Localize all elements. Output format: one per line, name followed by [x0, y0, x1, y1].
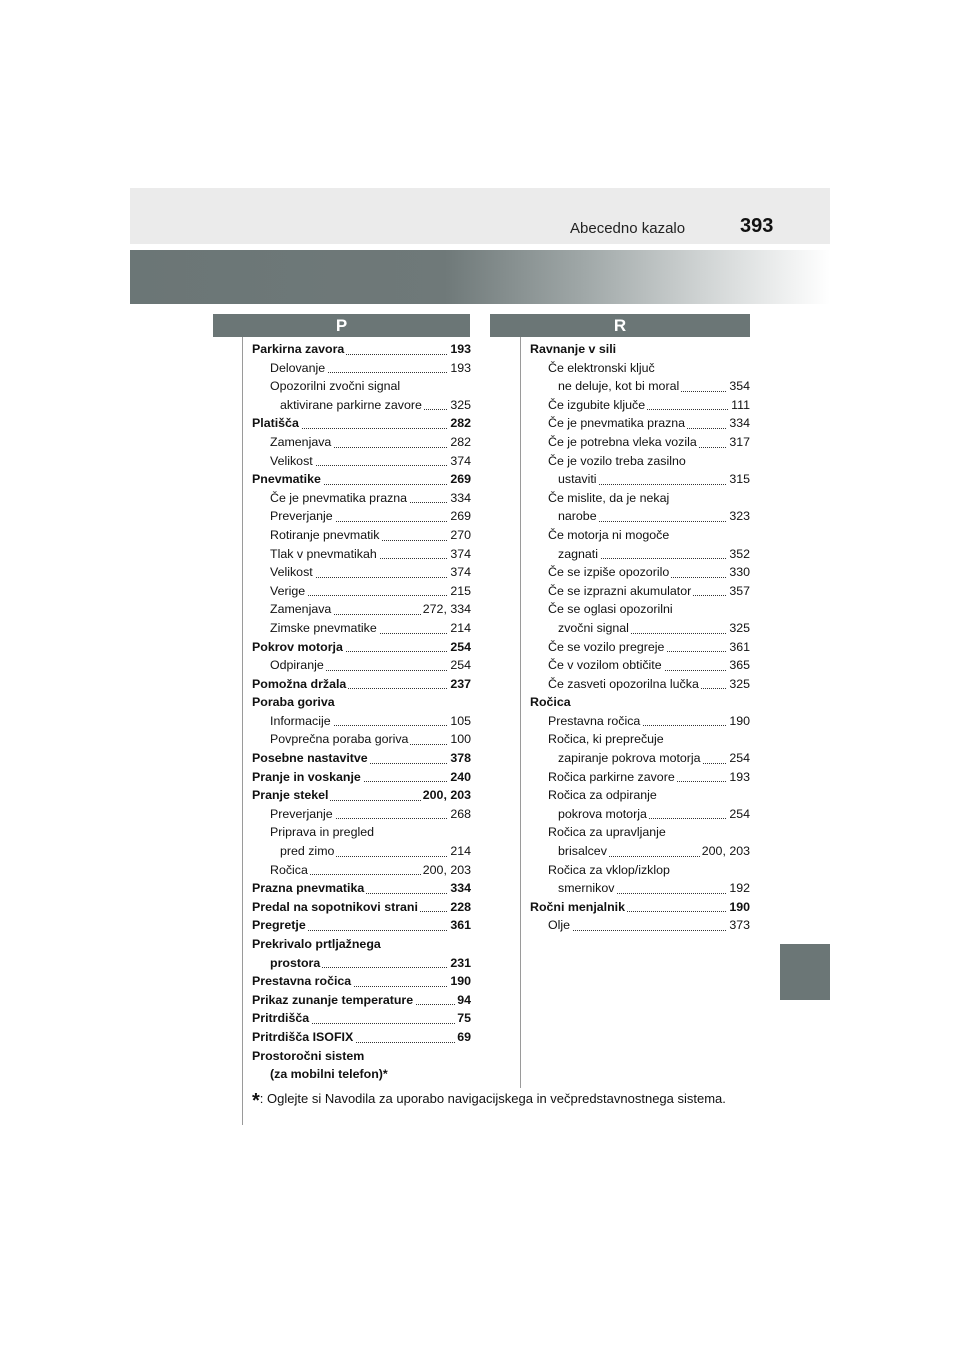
index-entry-page: 75 [455, 1009, 471, 1028]
footnote-asterisk: * [252, 1090, 260, 1112]
index-entry-page: 269 [448, 507, 471, 526]
index-entry-page: 325 [727, 675, 750, 694]
index-entry [252, 675, 471, 694]
index-entry-label: Pranje stekel [252, 788, 329, 803]
index-entry-label: Zamenjava [270, 434, 332, 449]
index-entry-label: Če mislite, da je nekaj [548, 490, 670, 505]
index-entry-label: Ročni menjalnik [530, 899, 626, 914]
index-entry-label: Prekrivalo prtljažnega [252, 937, 381, 951]
index-entry [530, 619, 750, 638]
index-entry [252, 730, 471, 749]
index-entry [252, 452, 471, 471]
index-entry [530, 489, 750, 508]
index-entry [530, 526, 750, 545]
index-entry-label: Posebne nastavitve [252, 751, 368, 766]
index-entry-label: Pokrov motorja [252, 639, 343, 654]
index-entry-label: Če se vozilo pregreje [548, 639, 665, 654]
index-column-p [252, 340, 471, 1084]
index-entry [530, 470, 750, 489]
index-entry-label: Če zasveti opozorilna lučka [548, 676, 699, 691]
index-entry-label: Če se oglasi opozorilni [548, 602, 673, 617]
index-entry [252, 768, 471, 787]
index-entry-page: 378 [448, 749, 471, 768]
index-entry-label: pred zimo [280, 844, 335, 859]
index-entry-page: 365 [727, 656, 750, 675]
section-header-r: R [490, 314, 750, 337]
index-entry-page: 334 [448, 879, 471, 898]
index-entry [530, 898, 750, 917]
index-entry-label: Če v vozilom obtičite [548, 658, 662, 673]
index-entry-page: 193 [448, 340, 471, 359]
index-entry [252, 749, 471, 768]
index-entry-label: Tlak v pnevmatikah [270, 546, 377, 561]
header-bar [130, 188, 830, 244]
index-entry-label: Delovanje [270, 360, 326, 375]
index-entry [530, 693, 750, 712]
index-entry [252, 1065, 471, 1084]
index-entry-page: 269 [448, 470, 471, 489]
index-entry-label: Pranje in voskanje [252, 769, 361, 784]
index-entry-page: 254 [727, 805, 750, 824]
index-entry-page: 315 [727, 470, 750, 489]
index-entry-page: 254 [448, 638, 471, 657]
footnote-text: : Oglejte si Navodila za uporabo navigacijskega in večpredstavnostnega sistema. [259, 1091, 726, 1106]
index-entry-label: (za mobilni telefon)* [270, 1067, 388, 1082]
index-entry [252, 1028, 471, 1047]
index-entry-page: 100 [448, 730, 471, 749]
index-entry-label: brisalcev [558, 844, 607, 859]
index-entry-label: narobe [558, 509, 597, 524]
index-entry [252, 638, 471, 657]
index-entry-label: Ročica za upravljanje [548, 825, 666, 840]
index-entry [252, 712, 471, 731]
index-entry-page: 240 [448, 768, 471, 787]
index-entry-page: 334 [727, 414, 750, 433]
index-entry [530, 377, 750, 396]
index-entry-label: Zimske pnevmatike [270, 620, 377, 635]
column-divider-middle [520, 337, 521, 1088]
column-divider-left [242, 337, 243, 1125]
index-entry [530, 768, 750, 787]
index-entry-label: Priprava in pregled [270, 825, 375, 840]
index-entry-page: 231 [448, 954, 471, 973]
index-entry-page: 373 [727, 916, 750, 935]
index-entry-label: Če je pnevmatika prazna [548, 416, 686, 431]
index-entry [530, 879, 750, 898]
index-entry-label: Preverjanje [270, 806, 333, 821]
index-entry-page: 94 [455, 991, 471, 1010]
footnote [252, 1090, 726, 1113]
header-banner [130, 250, 830, 304]
index-entry-page: 374 [448, 545, 471, 564]
index-entry-label: prostora [270, 955, 321, 970]
index-entry [252, 898, 471, 917]
index-entry-page: 200, 203 [421, 861, 471, 880]
index-entry [252, 396, 471, 415]
index-entry [530, 452, 750, 471]
index-entry-label: Če elektronski ključ [548, 360, 655, 375]
index-entry-page: 334 [448, 489, 471, 508]
index-entry-label: Odpiranje [270, 658, 324, 673]
index-entry-page: 214 [448, 619, 471, 638]
page-number: 393 [740, 215, 774, 237]
index-column-r [530, 340, 750, 935]
index-entry-label: Ročica za vklop/izklop [548, 862, 670, 877]
index-entry-page: 237 [448, 675, 471, 694]
index-entry-label: ustaviti [558, 472, 597, 487]
index-entry [252, 526, 471, 545]
index-entry [252, 340, 471, 359]
index-entry-label: Parkirna zavora [252, 342, 345, 356]
index-entry-page: 325 [448, 396, 471, 415]
index-entry-page: 190 [727, 712, 750, 731]
index-entry-page: 354 [727, 377, 750, 396]
index-entry-page: 361 [727, 638, 750, 657]
index-entry-label: Pritrdišča ISOFIX [252, 1029, 354, 1044]
index-entry-label: Prestavna ročica [252, 974, 352, 989]
index-entry [530, 786, 750, 805]
index-entry-page: 272, 334 [421, 600, 471, 619]
index-entry-label: Rotiranje pnevmatik [270, 527, 380, 542]
index-entry-page: 193 [727, 768, 750, 787]
index-entry-page: 192 [727, 879, 750, 898]
index-entry [530, 414, 750, 433]
index-entry [530, 359, 750, 378]
index-entry [530, 730, 750, 749]
index-entry [252, 656, 471, 675]
index-entry [530, 340, 750, 359]
index-entry-label: zapiranje pokrova motorja [558, 751, 701, 766]
index-entry-label: Če je potrebna vleka vozila [548, 434, 697, 449]
index-entry [252, 1047, 471, 1066]
index-entry-page: 357 [727, 582, 750, 601]
index-entry-page: 352 [727, 545, 750, 564]
index-entry-label: Če se izprazni akumulator [548, 583, 692, 598]
index-entry-page: 228 [448, 898, 471, 917]
index-entry-page: 268 [448, 805, 471, 824]
index-entry-label: Pregretje [252, 918, 306, 933]
index-entry-label: Opozorilni zvočni signal [270, 379, 401, 394]
index-entry-page: 193 [448, 359, 471, 378]
index-entry-label: Povprečna poraba goriva [270, 732, 409, 747]
index-entry [252, 489, 471, 508]
index-entry-page: 111 [729, 396, 750, 415]
index-entry-page: 374 [448, 563, 471, 582]
index-entry-label: aktivirane parkirne zavore [280, 397, 422, 412]
index-entry-label: Prestavna ročica [548, 713, 641, 728]
index-entry [252, 582, 471, 601]
index-entry-page: 105 [448, 712, 471, 731]
index-entry [530, 582, 750, 601]
index-entry [252, 991, 471, 1010]
index-entry-label: Verige [270, 583, 306, 598]
index-entry [530, 433, 750, 452]
index-entry [530, 861, 750, 880]
index-entry [252, 433, 471, 452]
index-entry [530, 563, 750, 582]
header-title: Abecedno kazalo [570, 220, 686, 237]
index-entry [530, 805, 750, 824]
index-entry [530, 396, 750, 415]
index-entry [530, 600, 750, 619]
index-entry-label: Prikaz zunanje temperature [252, 992, 414, 1007]
index-entry-label: Če je vozilo treba zasilno [548, 453, 686, 468]
index-entry-label: zagnati [558, 546, 598, 561]
index-entry-label: Olje [548, 918, 571, 933]
index-entry [252, 359, 471, 378]
index-entry-page: 200, 203 [700, 842, 750, 861]
index-entry-label: Velikost [270, 565, 313, 580]
index-entry [252, 619, 471, 638]
index-entry [252, 786, 471, 805]
index-entry-page: 323 [727, 507, 750, 526]
index-entry-page: 254 [727, 749, 750, 768]
index-entry-page: 200, 203 [421, 786, 471, 805]
index-entry [252, 935, 471, 954]
index-entry [252, 507, 471, 526]
index-entry-label: Ročica [270, 862, 308, 877]
index-entry [252, 545, 471, 564]
index-entry-page: 69 [455, 1028, 471, 1047]
index-entry [530, 507, 750, 526]
index-entry [530, 842, 750, 861]
index-entry-page: 270 [448, 526, 471, 545]
index-entry [252, 414, 471, 433]
index-entry [530, 638, 750, 657]
index-entry-label: Ročica za odpiranje [548, 788, 657, 803]
index-entry [530, 545, 750, 564]
index-entry-page: 361 [448, 916, 471, 935]
index-entry-page: 215 [448, 582, 471, 601]
index-entry [252, 972, 471, 991]
dot-leader [548, 930, 750, 931]
index-entry-page: 214 [448, 842, 471, 861]
index-entry-label: Če se izpiše opozorilo [548, 565, 670, 580]
index-entry-label: Ravnanje v sili [530, 342, 617, 356]
index-entry-label: Pnevmatike [252, 472, 321, 487]
index-entry-page: 190 [727, 898, 750, 917]
section-header-p: P [213, 314, 470, 337]
index-entry-label: Predal na sopotnikovi strani [252, 899, 418, 914]
index-entry-label: Velikost [270, 453, 313, 468]
index-entry-page: 254 [448, 656, 471, 675]
index-entry-label: Če je pnevmatika prazna [270, 490, 408, 505]
index-entry [530, 656, 750, 675]
index-entry-label: pokrova motorja [558, 806, 647, 821]
index-entry-label: Ročica parkirne zavore [548, 769, 675, 784]
index-entry [530, 823, 750, 842]
index-entry-label: Informacije [270, 713, 331, 728]
index-entry-label: ne deluje, kot bi moral [558, 379, 680, 394]
index-entry-page: 374 [448, 452, 471, 471]
index-entry-label: smernikov [558, 881, 615, 896]
index-entry [252, 954, 471, 973]
index-entry [252, 563, 471, 582]
index-entry [252, 879, 471, 898]
index-entry-label: Zamenjava [270, 602, 332, 617]
index-entry-label: Če motorja ni mogoče [548, 527, 670, 542]
index-entry-page: 282 [448, 433, 471, 452]
index-entry [252, 470, 471, 489]
index-entry-label: Če izgubite ključe [548, 397, 646, 412]
index-entry-label: Preverjanje [270, 509, 333, 524]
index-entry [252, 693, 471, 712]
index-entry-page: 282 [448, 414, 471, 433]
index-entry-page: 330 [727, 563, 750, 582]
index-entry [530, 749, 750, 768]
index-entry-page: 190 [448, 972, 471, 991]
index-entry-label: Ročica, ki preprečuje [548, 732, 664, 747]
index-entry [252, 377, 471, 396]
index-entry-label: Ročica [530, 695, 571, 710]
index-entry-label: Prazna pnevmatika [252, 881, 365, 896]
index-entry-label: Prostoročni sistem [252, 1048, 365, 1063]
index-entry [252, 823, 471, 842]
index-entry [252, 916, 471, 935]
index-entry [530, 712, 750, 731]
index-entry-label: Pritrdišča [252, 1011, 310, 1026]
index-entry [252, 600, 471, 619]
index-entry [252, 861, 471, 880]
index-entry-page: 317 [727, 433, 750, 452]
index-entry-label: Pomožna držala [252, 676, 347, 691]
section-tab [780, 944, 830, 1000]
index-entry-label: Platišča [252, 416, 299, 431]
index-entry-label: Poraba goriva [252, 695, 335, 710]
index-entry-page: 325 [727, 619, 750, 638]
index-entry [252, 1009, 471, 1028]
index-entry [252, 842, 471, 861]
index-entry-label: zvočni signal [558, 620, 629, 635]
index-entry [252, 805, 471, 824]
index-entry [530, 675, 750, 694]
index-entry [530, 916, 750, 935]
